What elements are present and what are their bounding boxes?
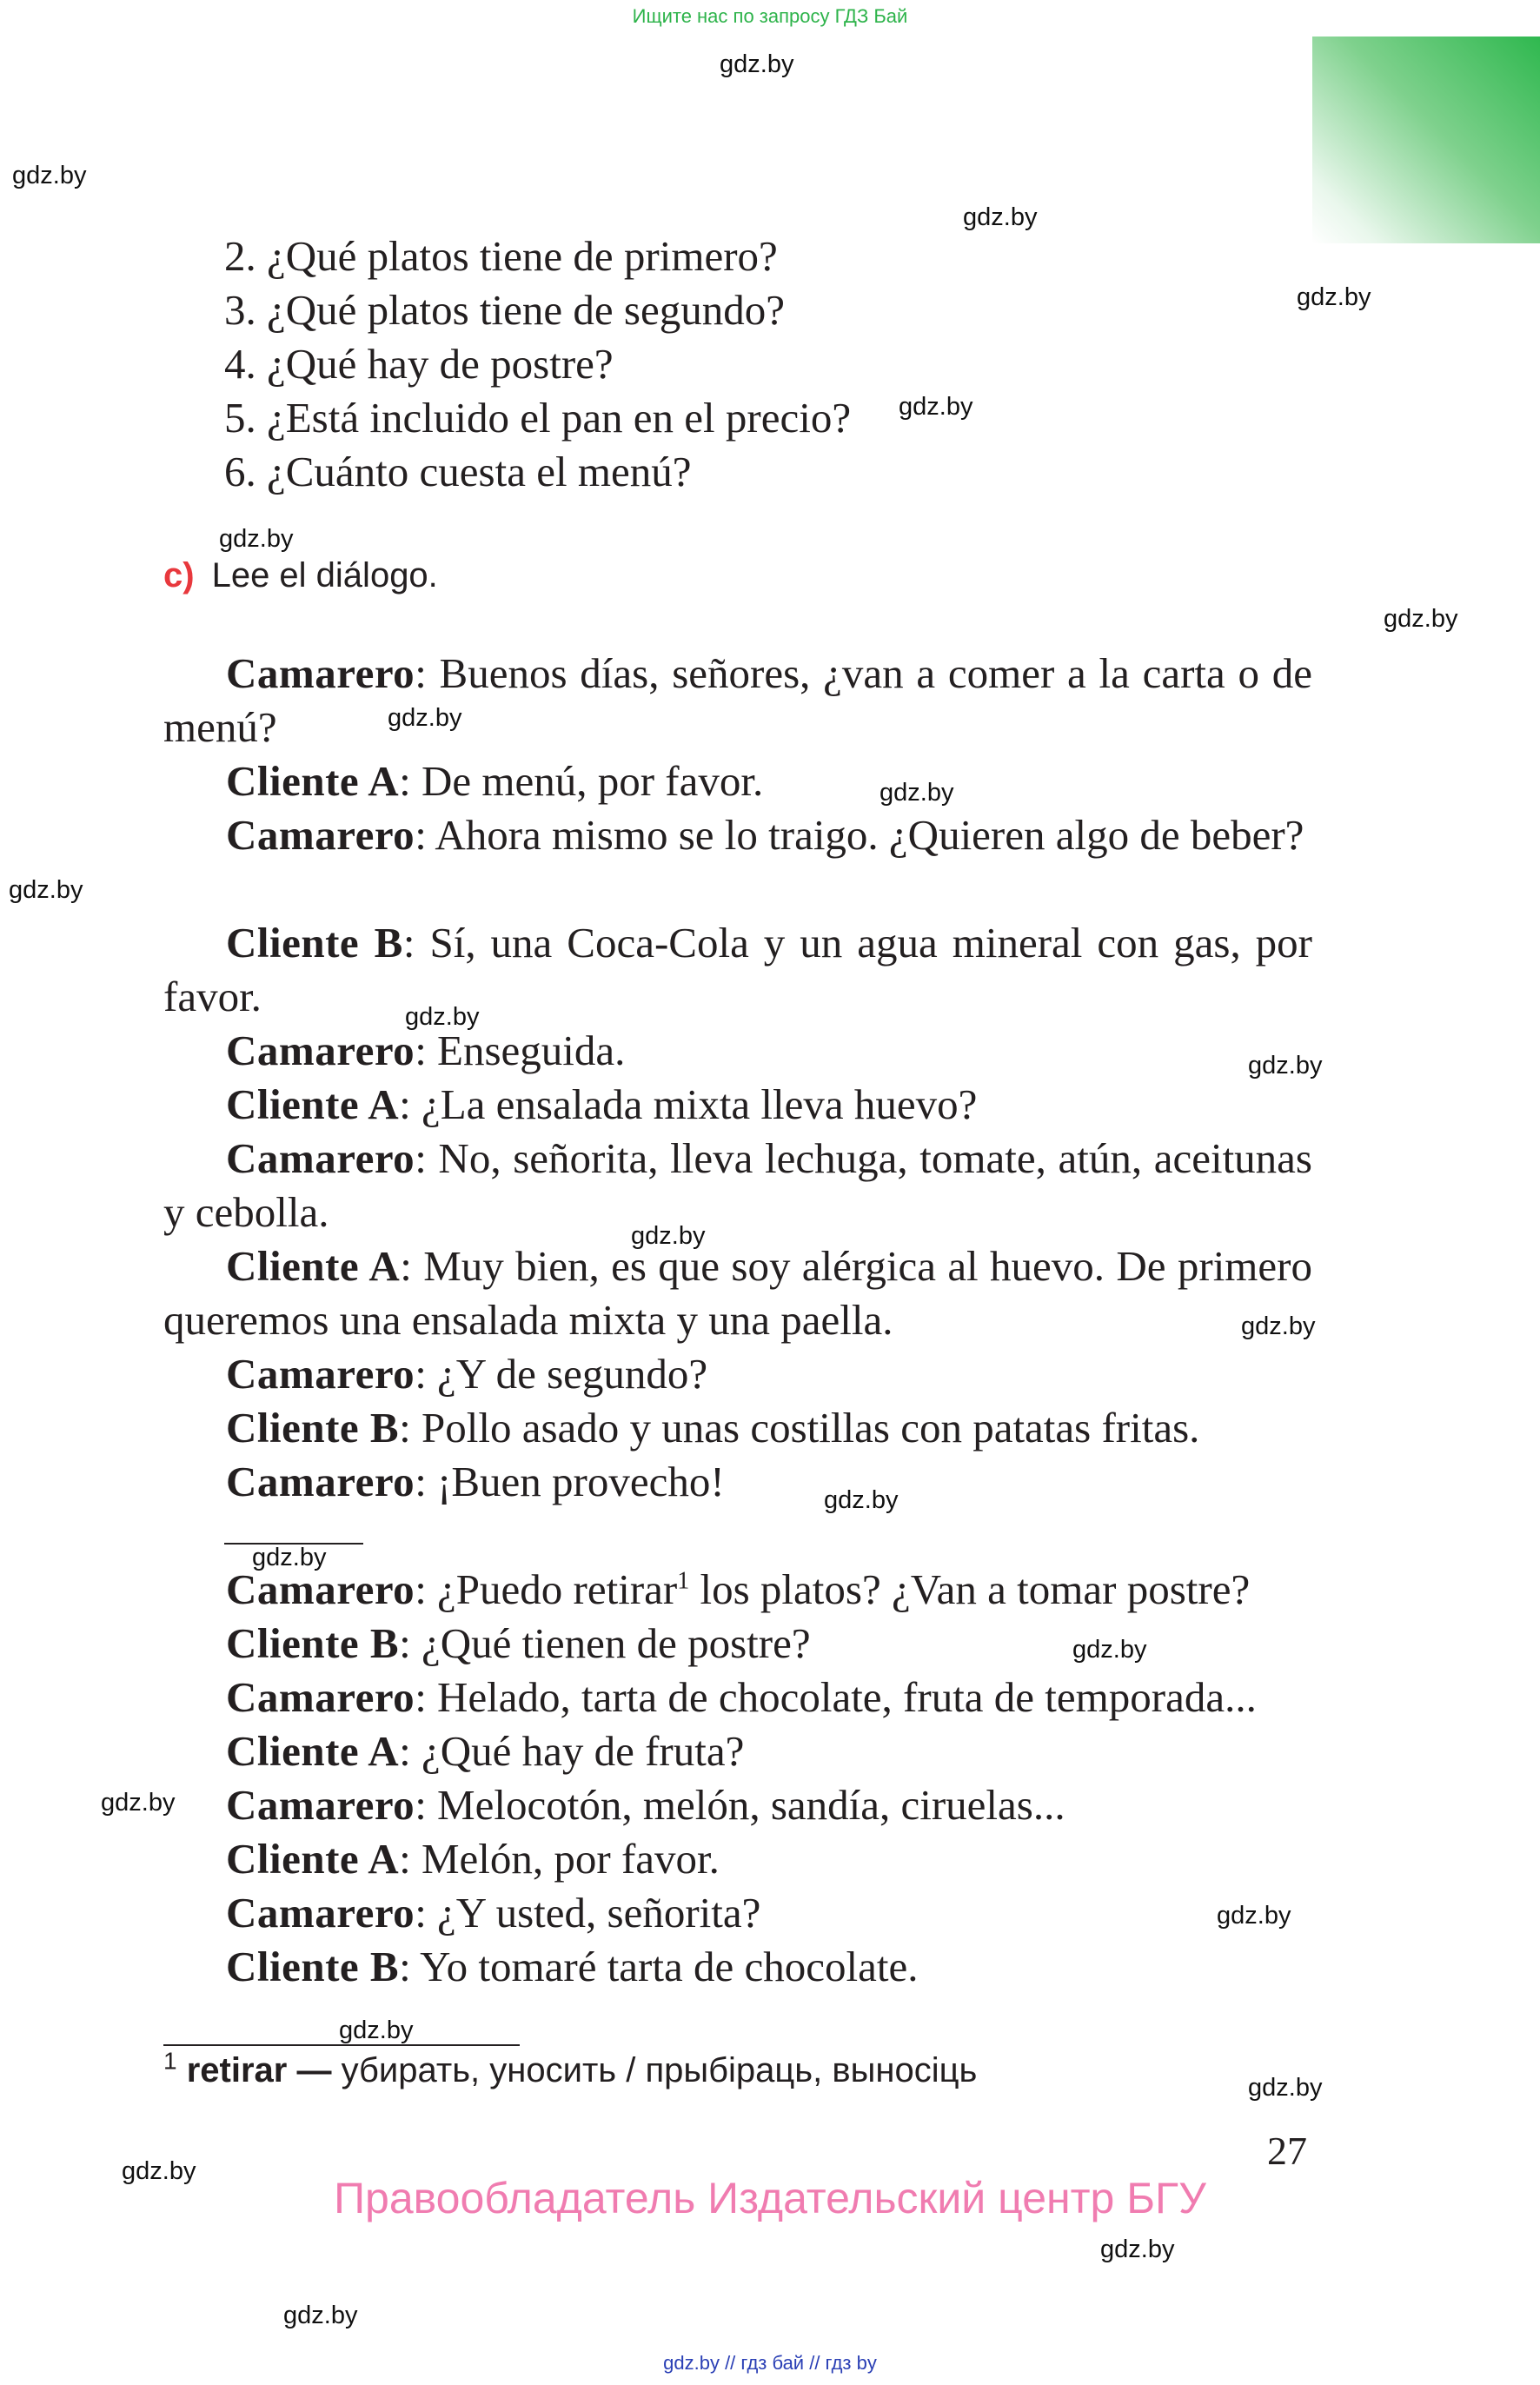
search-banner[interactable]: Ищите нас по запросу ГДЗ Бай (632, 5, 908, 27)
footnote-ref[interactable]: 1 (677, 1567, 690, 1595)
dialogue-line (226, 1671, 1257, 1724)
speaker-name: Cliente B (226, 1619, 400, 1667)
watermark: gdz.by (1100, 2236, 1175, 2263)
watermark: gdz.by (101, 1789, 176, 1817)
speaker-name: Cliente A (226, 1080, 400, 1128)
dialogue-line (226, 1940, 918, 1994)
speaker-name: Cliente A (226, 1835, 400, 1883)
dialogue-text: : De menú, por favor. (399, 757, 764, 805)
footnote-text: убирать, уносить / прыбіраць, выносіць (331, 2051, 978, 2089)
dialogue-text: : Enseguida. (415, 1026, 626, 1074)
speaker-name: Cliente A (226, 757, 400, 805)
question-item: 5. ¿Está incluido el pan en el precio? (224, 394, 852, 442)
watermark: gdz.by (1297, 283, 1371, 311)
task-c-label (163, 556, 438, 595)
speaker-name: Cliente A (226, 1242, 401, 1290)
dialogue-line (163, 1401, 1312, 1455)
dialogue-line (226, 1886, 760, 1940)
speaker-name: Cliente B (226, 1404, 400, 1452)
watermark: gdz.by (1072, 1636, 1147, 1664)
speaker-name: Camarero (226, 1889, 415, 1937)
footnote (163, 2047, 978, 2090)
watermark: gdz.by (219, 525, 294, 553)
dialogue-text: : ¿Puedo retirar (415, 1565, 678, 1613)
speaker-name: Camarero (226, 649, 415, 697)
dialogue-text: : Yo tomaré tarta de chocolate. (399, 1943, 919, 1990)
dialogue-line (163, 1078, 1312, 1132)
dialogue-line (226, 1832, 720, 1886)
watermark: gdz.by (252, 1544, 327, 1571)
green-corner-decoration (1312, 37, 1540, 243)
watermark: gdz.by (824, 1486, 899, 1514)
watermark: gdz.by (388, 704, 462, 732)
dialogue-line (226, 1617, 811, 1671)
dialogue-text: : Melocotón, melón, sandía, ciruelas... (415, 1781, 1065, 1829)
watermark: gdz.by (1241, 1312, 1316, 1340)
dialogue-text: : Melón, por favor. (399, 1835, 720, 1883)
site-watermark: gdz.by (720, 50, 794, 78)
dialogue-line (163, 1132, 1312, 1239)
speaker-name: Cliente A (226, 1727, 400, 1775)
speaker-name: Cliente B (226, 919, 403, 967)
question-item: 3. ¿Qué platos tiene de segundo? (224, 286, 785, 334)
dialogue-line (163, 1455, 1312, 1509)
dialogue-line (226, 1563, 1250, 1617)
footnote-term: retirar — (186, 2051, 332, 2089)
dialogue-text: : Muy bien, es que soy alérgica al huevo. De primero queremos una ensalada mixta y una paella. (163, 1242, 1312, 1344)
watermark: gdz.by (9, 876, 83, 904)
watermark: gdz.by (963, 203, 1038, 231)
speaker-name: Camarero (226, 1026, 415, 1074)
watermark: gdz.by (880, 779, 954, 807)
watermark: gdz.by (1384, 605, 1458, 633)
dialogue-line (226, 1778, 1065, 1832)
watermark: gdz.by (405, 1003, 480, 1031)
question-item: 6. ¿Cuánto cuesta el menú? (224, 448, 692, 495)
watermark: gdz.by (899, 393, 973, 421)
copyright-notice: Правообладатель Издательский центр БГУ (334, 2174, 1206, 2222)
speaker-name: Camarero (226, 1673, 415, 1721)
dialogue-line (226, 1724, 744, 1778)
question-item: 4. ¿Qué hay de postre? (224, 340, 614, 388)
dialogue-line (163, 754, 1312, 808)
speaker-name: Camarero (226, 1134, 415, 1182)
speaker-name: Cliente B (226, 1943, 400, 1990)
dialogue-line (163, 808, 1312, 862)
task-letter: c) (163, 556, 195, 595)
dialogue-text: : ¿Qué tienen de postre? (399, 1619, 811, 1667)
speaker-name: Camarero (226, 1565, 415, 1613)
question-item: 2. ¿Qué platos tiene de primero? (224, 232, 778, 280)
dialogue-text: : Helado, tarta de chocolate, fruta de temporada... (415, 1673, 1257, 1721)
dialogue-text: : ¿Y de segundo? (415, 1350, 708, 1398)
speaker-name: Camarero (226, 1350, 415, 1398)
watermark: gdz.by (339, 2016, 414, 2044)
dialogue-text: : Sí, una Coca-Cola y un agua mineral con gas, por favor. (163, 919, 1312, 1020)
dialogue-text: : ¿Y usted, señorita? (415, 1889, 761, 1937)
page-number: 27 (1267, 2129, 1307, 2173)
dialogue-text: : ¿La ensalada mixta lleva huevo? (399, 1080, 978, 1128)
task-instruction: Lee el diálogo. (211, 556, 438, 595)
watermark: gdz.by (631, 1222, 706, 1250)
dialogue-line (163, 1239, 1312, 1347)
speaker-name: Camarero (226, 1781, 415, 1829)
dialogue-text: : Ahora mismo se lo traigo. ¿Quieren algo de beber? (415, 811, 1304, 859)
footnote-number: 1 (163, 2047, 177, 2075)
dialogue-line (163, 1024, 1312, 1078)
section-divider (224, 1543, 363, 1545)
watermark: gdz.by (1248, 1052, 1323, 1080)
dialogue-line (163, 647, 1312, 754)
speaker-name: Camarero (226, 811, 415, 859)
footnote-divider (163, 2044, 520, 2046)
watermark: gdz.by (1248, 2074, 1323, 2102)
dialogue-text: los platos? ¿Van a tomar postre? (689, 1565, 1251, 1613)
watermark: gdz.by (1217, 1902, 1291, 1930)
dialogue-text: : Pollo asado y unas costillas con patatas fritas. (399, 1404, 1200, 1452)
dialogue-line (163, 916, 1312, 1024)
watermark: gdz.by (283, 2302, 358, 2329)
speaker-name: Camarero (226, 1458, 415, 1505)
dialogue-text: : No, señorita, lleva lechuga, tomate, atún, aceitunas y cebolla. (163, 1134, 1312, 1236)
watermark: gdz.by (122, 2157, 196, 2185)
dialogue-text: : Buenos días, señores, ¿van a comer a la carta o de menú? (163, 649, 1312, 751)
watermark: gdz.by (12, 162, 87, 189)
bottom-links[interactable]: gdz.by // гдз бай // гдз by (663, 2352, 877, 2374)
dialogue-line (163, 1347, 1312, 1401)
dialogue-text: : ¿Qué hay de fruta? (399, 1727, 745, 1775)
dialogue-text: : ¡Buen provecho! (415, 1458, 725, 1505)
